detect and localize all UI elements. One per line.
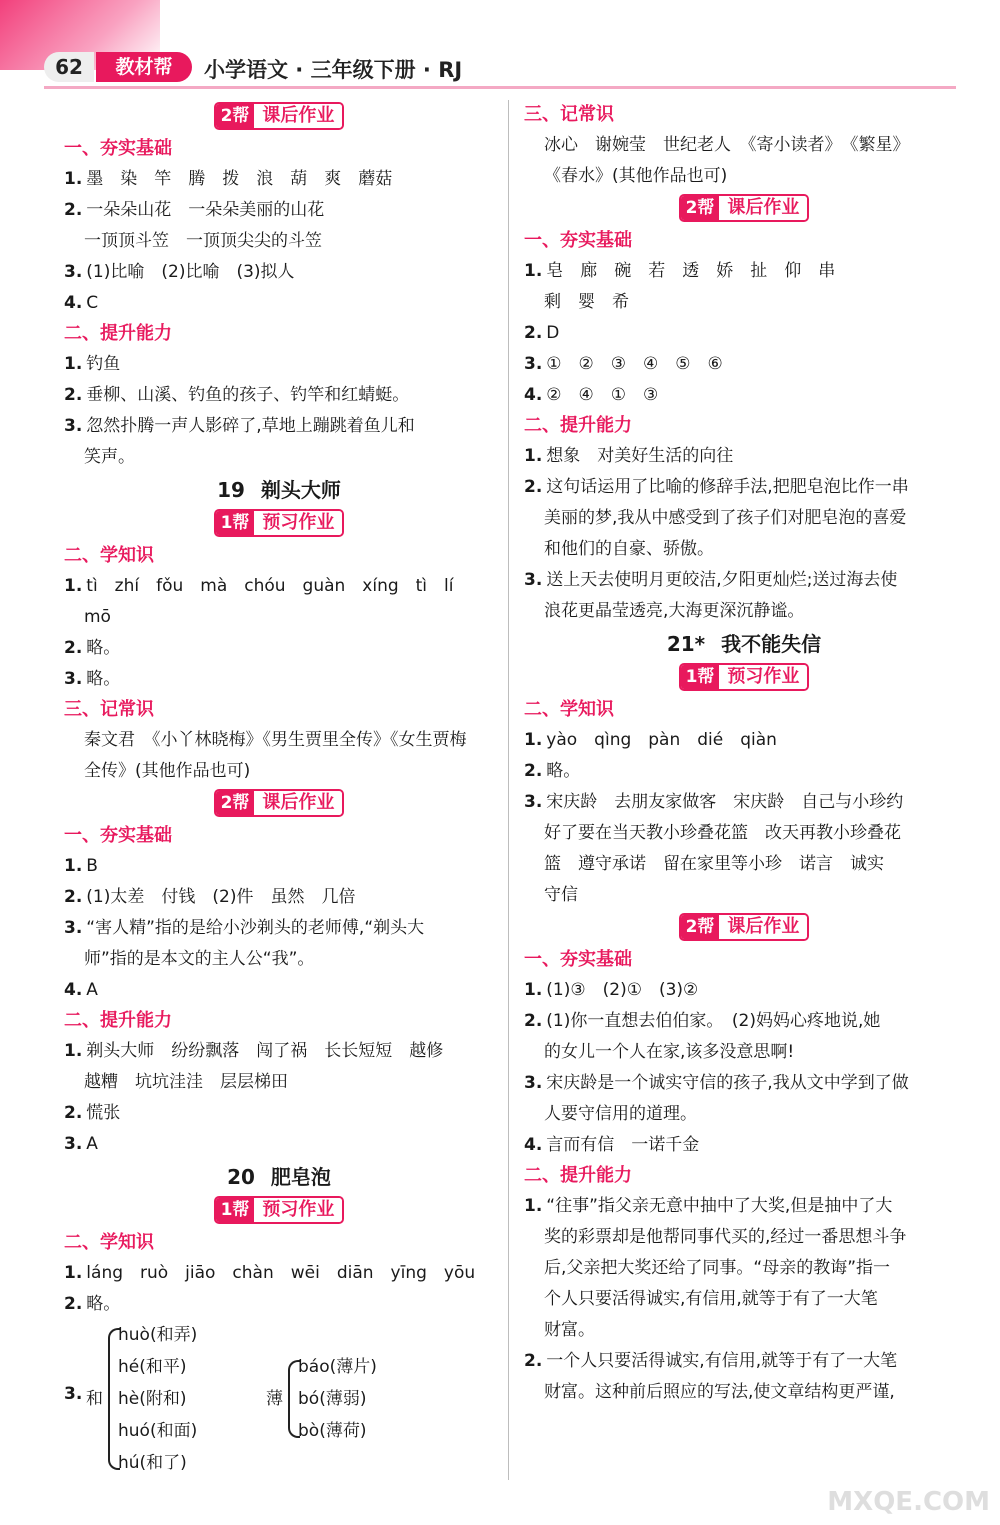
item-number: 2. <box>64 638 83 658</box>
answer-text: 财富。这种前后照应的写法,使文章结构更严谨, <box>544 1382 895 1402</box>
section-heading: 三、记常识 <box>64 699 154 720</box>
answer-line <box>524 318 964 349</box>
section-heading: 二、提升能力 <box>64 1010 172 1031</box>
section-heading: 二、学知识 <box>524 699 614 720</box>
answer-line <box>64 1258 494 1289</box>
answer-line <box>524 1037 964 1068</box>
book-title: 小学语文 · 三年级下册 · RJ <box>204 58 463 82</box>
answer-list <box>64 851 494 1006</box>
answer-line <box>524 1099 964 1130</box>
answer-line <box>524 349 964 380</box>
answer-text: D <box>546 323 560 343</box>
item-number: 1. <box>524 446 543 466</box>
item-number: 4. <box>524 385 543 405</box>
item-number: 1. <box>64 169 83 189</box>
answer-text: (1)太差 付钱 (2)件 虽然 几倍 <box>86 887 356 907</box>
item-number: 3. <box>64 669 83 689</box>
option: báo(薄片) <box>298 1357 377 1377</box>
preview-badge: 1帮 预习作业 <box>214 509 345 537</box>
answer-text: 守信 <box>544 885 578 905</box>
item-number: 1. <box>524 261 543 281</box>
answer-line <box>524 287 964 318</box>
answer-line <box>524 441 964 472</box>
column-divider <box>508 100 509 1480</box>
answer-text: 的女儿一个人在家,该多没意思啊! <box>544 1042 795 1062</box>
answer-text: 全传》(其他作品也可) <box>84 761 251 781</box>
item-number: 2. <box>64 200 83 220</box>
section-heading: 一、夯实基础 <box>524 949 632 970</box>
answer-text: 剃头大师 纷纷飘落 闯了祸 长长短短 越修 <box>86 1041 444 1061</box>
item-number: 1. <box>64 354 83 374</box>
answer-text: 送上天去使明月更皎洁,夕阳更灿烂;送过海去使 <box>546 570 898 590</box>
answer-line <box>524 1130 964 1161</box>
answer-text: mō <box>84 607 111 627</box>
answer-line <box>524 596 964 627</box>
homework-badge: 2帮 课后作业 <box>214 789 345 817</box>
item-number: 2. <box>64 1103 83 1123</box>
answer-line <box>524 725 964 756</box>
answer-line <box>64 288 494 319</box>
answer-line <box>64 882 494 913</box>
answer-text: 略。 <box>86 638 121 658</box>
answer-text: 后,父亲把大奖还给了同事。“母亲的教诲”指一 <box>544 1258 891 1278</box>
answer-line <box>524 1377 964 1408</box>
answer-line <box>524 503 964 534</box>
answer-text: 《春水》(其他作品也可) <box>544 166 728 186</box>
answer-line <box>64 1129 494 1160</box>
answer-line <box>524 161 964 192</box>
answer-text: ② ④ ① ③ <box>546 385 659 405</box>
answer-line <box>524 534 964 565</box>
option: huó(和面) <box>118 1421 198 1441</box>
item-number: 3. <box>524 1073 543 1093</box>
answer-text: “往事”指父亲无意中抽中了大奖,但是抽中了大 <box>546 1196 893 1216</box>
answer-text: (1)你一直想去伯伯家。 (2)妈妈心疼地说,她 <box>546 1011 881 1031</box>
answer-text: 宋庆龄是一个诚实守信的孩子,我从文中学到了做 <box>546 1073 909 1093</box>
answer-text: 略。 <box>86 1294 121 1314</box>
answer-line <box>524 130 964 161</box>
answer-line <box>64 1067 494 1098</box>
answer-text: yào qìng pàn dié qiàn <box>546 730 777 750</box>
section-heading: 一、夯实基础 <box>64 138 172 159</box>
answer-line <box>524 565 964 596</box>
answer-text: (1)③ (2)① (3)② <box>546 980 699 1000</box>
answer-text: 美丽的梦,我从中感受到了孩子们对肥皂泡的喜爱 <box>544 508 907 528</box>
item-number: 3. <box>64 1134 83 1154</box>
answer-line <box>64 164 494 195</box>
answer-text: 奖的彩票却是他帮同事代买的,经过一番思想斗争 <box>544 1227 907 1247</box>
answer-line <box>524 1222 964 1253</box>
preview-badge: 1帮 预习作业 <box>214 1196 345 1224</box>
item-number: 3. <box>64 918 83 938</box>
item-number: 2. <box>524 477 543 497</box>
answer-text: 这句话运用了比喻的修辞手法,把肥皂泡比作一串 <box>546 477 909 497</box>
answer-line <box>524 256 964 287</box>
answer-text: 墨 染 竿 腾 拨 浪 葫 爽 蘑菇 <box>86 169 393 189</box>
answer-text: 和他们的自豪、骄傲。 <box>544 539 714 559</box>
section-heading: 一、夯实基础 <box>524 230 632 251</box>
answer-list <box>524 1191 964 1408</box>
answer-line <box>524 818 964 849</box>
answer-line <box>524 1315 964 1346</box>
homework-badge: 2帮 课后作业 <box>214 102 345 130</box>
answer-list <box>64 349 494 473</box>
answer-line <box>524 380 964 411</box>
polyphone-question: 3. 和 huò(和弄) hé(和平) hè(附和) huó(和面) hú(和了) 薄 báo(薄片) bó(薄弱) bò(薄荷) <box>64 1320 494 1480</box>
homework-badge: 2帮 课后作业 <box>679 913 810 941</box>
answer-line <box>64 756 494 787</box>
homework-badge: 2帮 课后作业 <box>679 194 810 222</box>
answer-list <box>64 725 494 787</box>
answer-text: tì zhí fǒu mà chóu guàn xíng tì lí <box>86 576 454 596</box>
answer-text: 略。 <box>546 761 581 781</box>
lesson-title: 20 肥皂泡 <box>227 1165 331 1189</box>
answer-text: 冰心 谢婉莹 世纪老人 《寄小读者》 《繁星》 <box>544 135 910 155</box>
answer-line <box>524 1006 964 1037</box>
answer-line <box>64 975 494 1006</box>
item-number: 1. <box>64 576 83 596</box>
section-heading: 二、提升能力 <box>524 1165 632 1186</box>
answer-line <box>64 851 494 882</box>
item-number: 4. <box>524 1135 543 1155</box>
answer-text: “害人精”指的是给小沙剃头的老师傅,“剃头大 <box>86 918 425 938</box>
answer-text: 皂 廊 碗 若 透 娇 扯 仰 串 <box>546 261 836 281</box>
answer-list <box>524 256 964 411</box>
answer-line <box>524 756 964 787</box>
page-number: 62 <box>44 52 94 82</box>
answer-line <box>64 226 494 257</box>
item-number: 1. <box>524 730 543 750</box>
answer-text: 笑声。 <box>84 447 135 467</box>
item-number: 2. <box>524 1351 543 1371</box>
left-column <box>64 100 494 1480</box>
answer-text: C <box>86 293 99 313</box>
answer-list <box>64 571 494 695</box>
answer-line <box>524 975 964 1006</box>
answer-list <box>64 1258 494 1320</box>
option: bó(薄弱) <box>298 1389 367 1409</box>
option: hú(和了) <box>118 1453 187 1473</box>
answer-line <box>64 257 494 288</box>
item-number: 3. <box>524 354 543 374</box>
answer-text: 秦文君 《小丫林晓梅》《男生贾里全传》《女生贾梅 <box>84 730 467 750</box>
answer-line <box>524 880 964 911</box>
answer-line <box>64 571 494 602</box>
item-number: 4. <box>64 293 83 313</box>
answer-line <box>64 442 494 473</box>
item-number: 2. <box>524 323 543 343</box>
preview-badge: 1帮 预习作业 <box>679 663 810 691</box>
right-column <box>524 100 964 1408</box>
option: hè(附和) <box>118 1389 187 1409</box>
item-number: 3. <box>524 570 543 590</box>
answer-list <box>64 164 494 319</box>
answer-text: 财富。 <box>544 1320 595 1340</box>
section-heading: 二、学知识 <box>64 545 154 566</box>
item-number: 1. <box>524 1196 543 1216</box>
answer-list <box>524 441 964 627</box>
item-number: 3. <box>64 262 83 282</box>
answer-line <box>64 195 494 226</box>
answer-line <box>64 633 494 664</box>
polyphone-bo: 薄 <box>266 1389 283 1409</box>
option: hé(和平) <box>118 1357 187 1377</box>
answer-line <box>524 1284 964 1315</box>
section-heading: 二、学知识 <box>64 1232 154 1253</box>
section-heading: 一、夯实基础 <box>64 825 172 846</box>
answer-line <box>64 602 494 633</box>
section-heading: 三、记常识 <box>524 104 614 125</box>
item-number: 1. <box>524 980 543 1000</box>
item-number: 2. <box>64 1294 83 1314</box>
answer-text: láng ruò jiāo chàn wēi diān yīng yōu <box>86 1263 476 1283</box>
answer-line <box>524 849 964 880</box>
item-number: 3. <box>64 416 83 436</box>
option: huò(和弄) <box>118 1325 198 1345</box>
brand-badge: 教材帮 <box>96 52 192 82</box>
section-heading: 二、提升能力 <box>524 415 632 436</box>
item-number: 1. <box>64 856 83 876</box>
item-number: 2. <box>64 887 83 907</box>
answer-line <box>524 1346 964 1377</box>
answer-line <box>524 1253 964 1284</box>
item-number: 4. <box>64 980 83 1000</box>
answer-line <box>64 1036 494 1067</box>
answer-line <box>64 944 494 975</box>
answer-text: ① ② ③ ④ ⑤ ⑥ <box>546 354 723 374</box>
answer-line <box>524 1191 964 1222</box>
answer-text: 个人只要活得诚实,有信用,就等于有了一大笔 <box>544 1289 878 1309</box>
answer-text: A <box>86 980 98 1000</box>
answer-text: 一个人只要活得诚实,有信用,就等于有了一大笔 <box>546 1351 898 1371</box>
answer-text: 忽然扑腾一声人影碎了,草地上蹦跳着鱼儿和 <box>86 416 415 436</box>
answer-line <box>64 664 494 695</box>
header-rule <box>44 86 956 89</box>
answer-text: 想象 对美好生活的向往 <box>546 446 734 466</box>
page-header <box>0 48 1000 88</box>
answer-text: 言而有信 一诺千金 <box>546 1135 700 1155</box>
answer-text: 慌张 <box>86 1103 121 1123</box>
item-number: 3. <box>524 792 543 812</box>
answer-line <box>64 380 494 411</box>
answer-list <box>524 725 964 911</box>
item-number: 2. <box>524 1011 543 1031</box>
answer-text: 剩 婴 希 <box>544 292 629 312</box>
answer-text: (1)比喻 (2)比喻 (3)拟人 <box>86 262 295 282</box>
answer-text: 越糟 坑坑洼洼 层层梯田 <box>84 1072 288 1092</box>
answer-text: 好了要在当天教小珍叠花篮 改天再教小珍叠花 <box>544 823 901 843</box>
answer-text: 垂柳、山溪、钓鱼的孩子、钓竿和红蜻蜓。 <box>86 385 410 405</box>
item-number: 1. <box>64 1041 83 1061</box>
answer-text: A <box>86 1134 98 1154</box>
answer-text: 钓鱼 <box>86 354 121 374</box>
answer-text: 浪花更晶莹透亮,大海更深沉静谧。 <box>544 601 805 621</box>
answer-line <box>64 1098 494 1129</box>
answer-text: 师”指的是本文的主人公“我”。 <box>84 949 315 969</box>
answer-line <box>64 349 494 380</box>
polyphone-he: 和 <box>86 1389 103 1409</box>
answer-line <box>64 411 494 442</box>
answer-text: 篮 遵守承诺 留在家里等小珍 诺言 诚实 <box>544 854 884 874</box>
item-number: 1. <box>64 1263 83 1283</box>
answer-line <box>524 1068 964 1099</box>
answer-line <box>64 913 494 944</box>
answer-line <box>64 725 494 756</box>
watermark: MXQE.COM <box>827 1487 990 1517</box>
lesson-title: 19 剃头大师 <box>217 478 341 502</box>
option: bò(薄荷) <box>298 1421 367 1441</box>
answer-list <box>524 130 964 192</box>
answer-list <box>524 975 964 1161</box>
answer-text: 一顶顶斗笠 一顶顶尖尖的斗笠 <box>84 231 322 251</box>
answer-text: B <box>86 856 98 876</box>
answer-text: 宋庆龄 去朋友家做客 宋庆龄 自己与小珍约 <box>546 792 904 812</box>
answer-list <box>64 1036 494 1160</box>
item-number: 2. <box>64 385 83 405</box>
answer-line <box>64 1289 494 1320</box>
answer-line <box>524 787 964 818</box>
section-heading: 二、提升能力 <box>64 323 172 344</box>
answer-text: 一朵朵山花 一朵朵美丽的山花 <box>86 200 325 220</box>
answer-text: 人要守信用的道理。 <box>544 1104 697 1124</box>
lesson-title: 21* 我不能失信 <box>666 632 822 656</box>
answer-text: 略。 <box>86 669 121 689</box>
item-number: 2. <box>524 761 543 781</box>
answer-line <box>524 472 964 503</box>
